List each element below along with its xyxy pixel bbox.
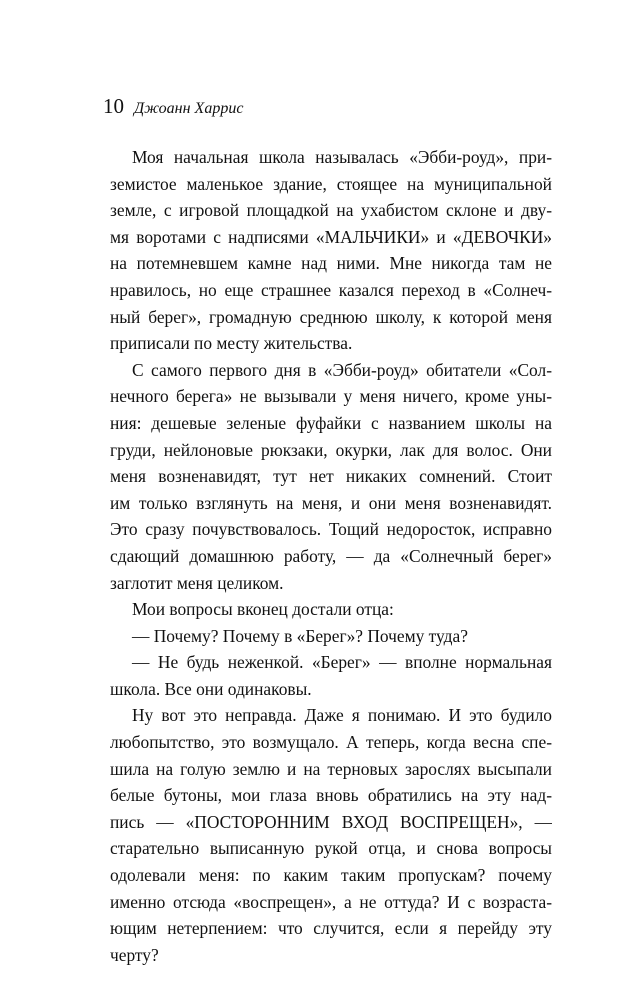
- text-line: нравилось, но еще страшнее казался переход в «Солнеч-: [110, 279, 552, 300]
- text-line: им только взглянуть на меня, и они меня возненавидят.: [110, 492, 552, 513]
- text-line: именно отсюда «воспрещен», а не оттуда? И с возраста-: [110, 891, 552, 912]
- text-line: сдающий домашнюю работу, — да «Солнечный берег»: [110, 545, 552, 566]
- text-line: Моя начальная школа называлась «Эбби-роуд», при-: [132, 147, 552, 167]
- text-line: земистое маленькое здание, стоящее на муниципальной: [110, 173, 552, 194]
- text-line: Ну вот это неправда. Даже я понимаю. И это будило: [132, 705, 552, 726]
- text-line: мя воротами с надписями «МАЛЬЧИКИ» и «ДЕВОЧКИ»: [110, 226, 552, 247]
- text-line: шила на голую землю и на терновых зарослях высыпали: [110, 758, 552, 779]
- text-line: пись — «ПОСТОРОННИМ ВХОД ВОСПРЕЩЕН», —: [110, 811, 552, 832]
- body-text: [110, 144, 552, 968]
- text-line: ния: дешевые зеленые фуфайки с названием школы на: [110, 412, 552, 433]
- text-line: заглотит меня целиком.: [110, 572, 284, 593]
- text-line: — Почему? Почему в «Берег»? Почему туда?: [132, 625, 468, 646]
- author-name: Джоанн Харрис: [134, 100, 244, 117]
- text-line: одолевали меня: по каким таким пропускам? почему: [110, 865, 552, 886]
- text-line: С самого первого дня в «Эбби-роуд» обитатели «Сол-: [132, 359, 552, 380]
- text-line: школа. Все они одинаковы.: [110, 678, 312, 699]
- text-line: груди, нейлоновые рюкзаки, окурки, лак для волос. Они: [110, 439, 552, 460]
- text-line: — Не будь неженкой. «Берег» — вполне нормальная: [132, 652, 552, 673]
- text-line: Это сразу почувствовалось. Тощий недоросток, исправно: [110, 519, 552, 540]
- text-line: земле, с игровой площадкой на ухабистом склоне и дву-: [110, 200, 552, 221]
- text-line: любопытство, это возмущало. А теперь, когда весна спе-: [110, 732, 552, 753]
- text-line: приписали по месту жительства.: [110, 333, 353, 354]
- text-line: черту?: [110, 944, 159, 965]
- text-line: меня возненавидят, тут нет никаких сомнений. Стоит: [110, 466, 552, 487]
- running-head: [103, 94, 243, 119]
- text-line: старательно выписанную рукой отца, и снова вопросы: [110, 838, 552, 859]
- text-line: нечного берега» не вызывали у меня ничего, кроме уны-: [110, 386, 552, 407]
- text-line: ный берег», громадную среднюю школу, к которой меня: [110, 306, 552, 327]
- text-line: на потемневшем камне над ними. Мне никогда там не: [110, 253, 552, 274]
- text-line: белые бутоны, мои глаза вновь обратились на эту над-: [110, 785, 552, 806]
- page-number: 10: [103, 94, 124, 118]
- text-line: Мои вопросы вконец достали отца:: [132, 599, 394, 620]
- text-line: ющим нетерпением: что случится, если я перейду эту: [110, 918, 552, 939]
